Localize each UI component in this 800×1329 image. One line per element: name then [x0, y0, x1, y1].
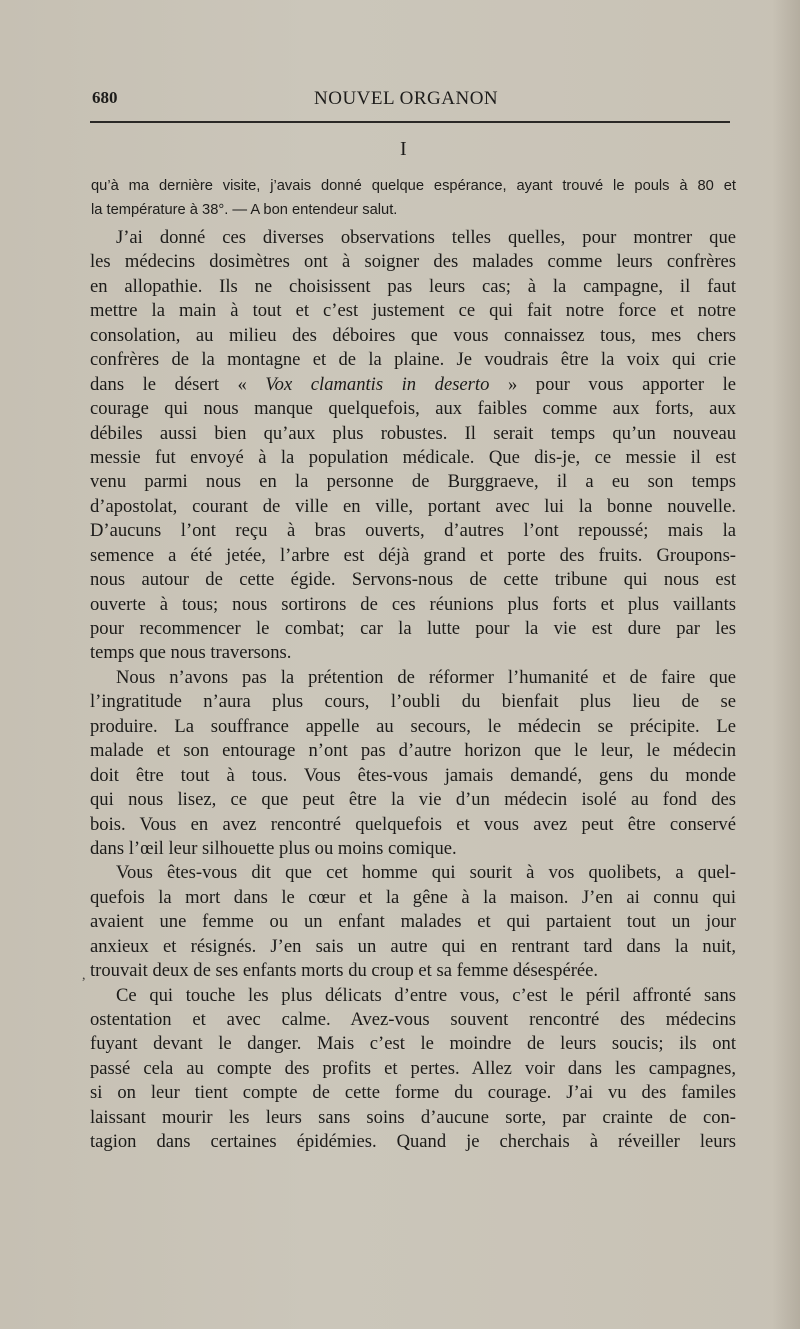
- page-number: 680: [92, 88, 118, 107]
- text-line: dans le désert « Vox clamantis in deserto » pour vous apporter le: [90, 373, 736, 395]
- text-line: l’ingratitude n’aura plus cours, l’oubli du bienfait plus lieu de se: [90, 691, 736, 713]
- text-line: tagion dans certaines épidémies. Quand je cherchais à réveiller leurs: [90, 1131, 736, 1153]
- text-line: semence a été jetée, l’arbre est déjà grand et porte des fruits. Groupons-: [90, 544, 736, 566]
- text-line: en allopathie. Ils ne choisissent pas leurs cas; à la campagne, il faut: [90, 275, 736, 297]
- footnote-line: la température à 38°. — A bon entendeur salut.: [91, 202, 398, 219]
- text-line: Nous n’avons pas la prétention de réformer l’humanité et de faire que: [116, 666, 736, 688]
- text-line: les médecins dosimètres ont à soigner des malades comme leurs confrères: [90, 251, 736, 273]
- body-text: [90, 226, 736, 1155]
- text-line: passé cela au compte des profits et pertes. Allez voir dans les campagnes,: [90, 1057, 736, 1079]
- text-line: anxieux et résignés. J’en sais un autre qui en rentrant tard dans la nuit,: [90, 935, 736, 957]
- text-line: quefois la mort dans le cœur et la gêne à la maison. J’en ai connu qui: [90, 886, 736, 908]
- text-line: consolation, au milieu des déboires que vous connaissez tous, mes chers: [90, 324, 736, 346]
- footnote-line: qu’à ma dernière visite, j’avais donné quelque espérance, ayant trouvé le pouls à 80 et: [91, 178, 736, 194]
- text-line: nous autour de cette égide. Servons-nous de cette tribune qui nous est: [90, 569, 736, 591]
- section-marker: I: [400, 138, 407, 160]
- latin-phrase: Vox clamantis in deserto: [265, 373, 490, 395]
- text-line: venu parmi nous en la personne de Burggraeve, il a eu son temps: [90, 471, 736, 493]
- text-line: dans l’œil leur silhouette plus ou moins comique.: [90, 837, 457, 859]
- text-line: D’aucuns l’ont reçu à bras ouverts, d’autres l’ont repoussé; mais la: [90, 520, 736, 542]
- text-line: Ce qui touche les plus délicats d’entre vous, c’est le péril affronté sans: [116, 984, 736, 1006]
- text-line: confrères de la montagne et de la plaine. Je voudrais être la voix qui crie: [90, 349, 736, 371]
- text-line: débiles aussi bien qu’aux plus robustes. Il serait temps qu’un nouveau: [90, 422, 736, 444]
- text-line: malade et son entourage n’ont pas d’autre horizon que le leur, le médecin: [90, 740, 736, 762]
- text-line: mettre la main à tout et c’est justement ce qui fait notre force et notre: [90, 300, 736, 322]
- text-line: qui nous lisez, ce que peut être la vie d’un médecin isolé au fond des: [90, 789, 736, 811]
- header-rule: [90, 121, 730, 123]
- text-line: temps que nous traversons.: [90, 642, 292, 664]
- running-title: NOUVEL ORGANON: [314, 88, 499, 109]
- text-line: d’apostolat, courant de ville en ville, portant avec lui la bonne nouvelle.: [90, 495, 736, 517]
- page-edge-shadow: [772, 0, 800, 1329]
- page-header: [88, 86, 728, 116]
- text-line: pour recommencer le combat; car la lutte pour la vie est dure par les: [90, 618, 736, 639]
- text-line: J’ai donné ces diverses observations telles quelles, pour montrer que: [116, 227, 736, 248]
- text-line: avaient une femme ou un enfant malades et qui partaient tout un jour: [90, 911, 736, 933]
- text-line: messie fut envoyé à la population médicale. Que dis-je, ce messie il est: [90, 446, 736, 468]
- text-line: fuyant devant le danger. Mais c’est le moindre de leurs soucis; ils ont: [90, 1033, 736, 1055]
- text-line: courage qui nous manque quelquefois, aux faibles comme aux forts, aux: [90, 398, 736, 420]
- text-line: produire. La souffrance appelle au secours, le médecin se précipite. Le: [90, 715, 736, 737]
- text-line: ostentation et avec calme. Avez-vous souvent rencontré des médecins: [90, 1009, 736, 1030]
- text-line: Vous êtes-vous dit que cet homme qui sourit à vos quolibets, a quel-: [116, 862, 736, 884]
- text-line: doit être tout à tous. Vous êtes-vous jamais demandé, gens du monde: [90, 764, 736, 786]
- footnote: [91, 176, 736, 225]
- text-line: bois. Vous en avez rencontré quelquefois et vous avez peut être conservé: [90, 813, 736, 835]
- text-line: ouverte à tous; nous sortirons de ces réunions plus forts et plus vaillants: [90, 593, 736, 615]
- margin-mark: ,: [82, 968, 86, 983]
- text-line: laissant mourir les leurs sans soins d’aucune sorte, par crainte de con-: [90, 1106, 736, 1128]
- text-line: si on leur tient compte de cette forme du courage. J’ai vu des familes: [90, 1082, 736, 1104]
- text-line: trouvait deux de ses enfants morts du croup et sa femme désespérée.: [90, 960, 599, 982]
